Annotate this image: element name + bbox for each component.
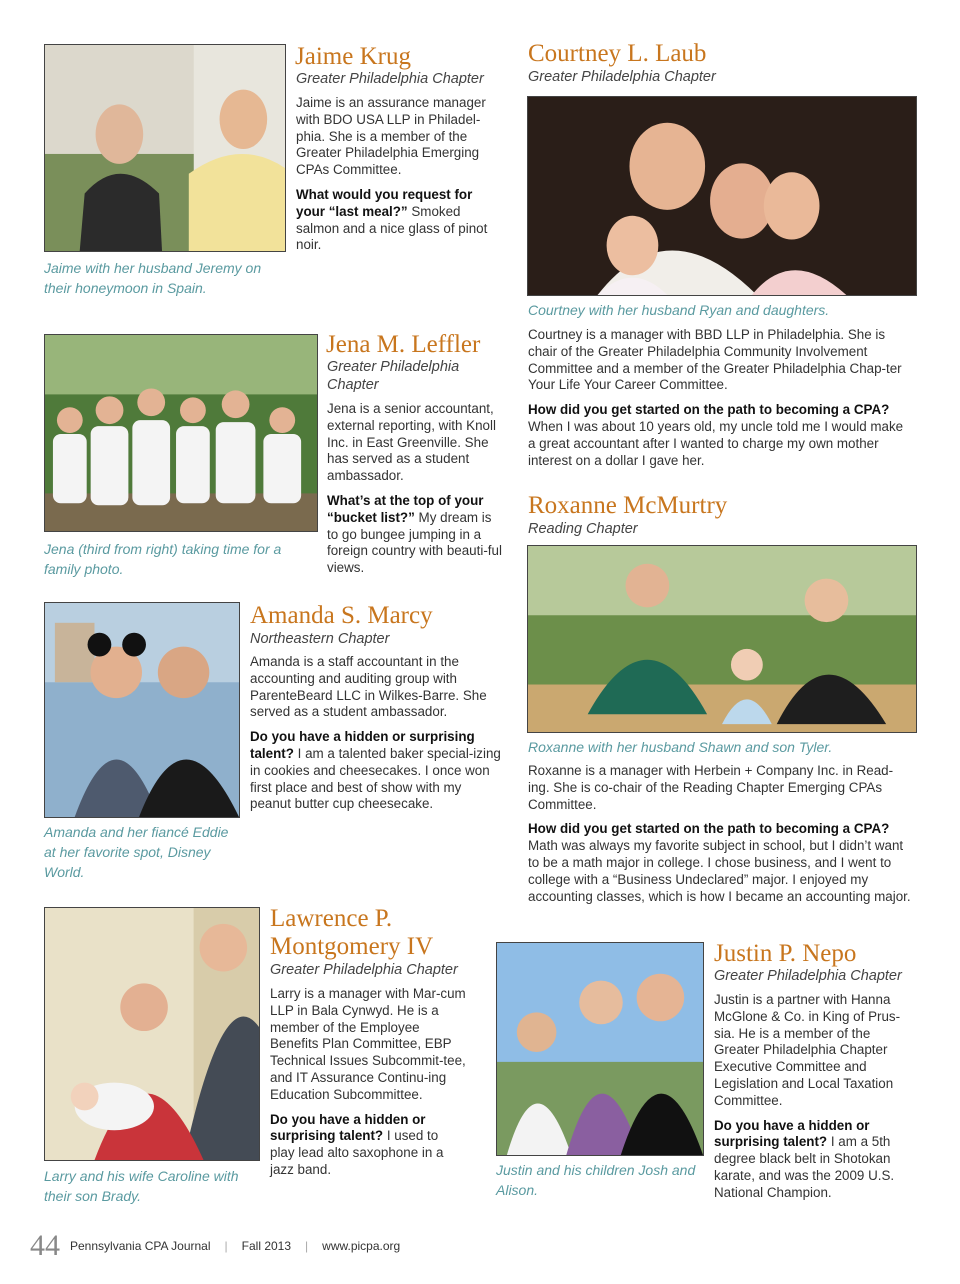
question: How did you get started on the path to becoming a CPA? xyxy=(528,821,890,837)
qa xyxy=(270,1112,466,1179)
chapter-laub: Greater Philadelphia Chapter xyxy=(528,69,716,85)
chapter-mcmurtry: Reading Chapter xyxy=(528,521,638,537)
photo-leffler xyxy=(44,334,318,532)
chapter-krug: Greater Philadelphia Chapter xyxy=(296,71,484,87)
footer-divider: | xyxy=(305,1239,309,1253)
name-marcy: Amanda S. Marcy xyxy=(250,602,433,629)
photo-laub xyxy=(527,96,917,296)
qa xyxy=(296,187,500,254)
answer: I am a talented baker special-izing in cookies and cheesecakes. I once won first place and best of show with my peanut butter cup cheesecake. xyxy=(250,745,501,812)
bio-marcy xyxy=(250,654,506,821)
journal-name: Pennsylvania CPA Journal xyxy=(70,1239,211,1253)
bio-laub xyxy=(528,327,912,477)
question: Do you have a hidden or surprising talent? xyxy=(250,729,475,761)
qa xyxy=(250,729,506,813)
bio-krug xyxy=(296,95,500,262)
question: How did you get started on the path to becoming a CPA? xyxy=(528,402,890,418)
name-nepo: Justin P. Nepo xyxy=(714,940,857,967)
question: What would you request for your “last meal?” xyxy=(296,186,473,219)
caption-leffler: Jena (third from right) taking time for a family photo. xyxy=(44,541,282,577)
qa xyxy=(528,402,912,469)
caption-nepo: Justin and his children Josh and Alison. xyxy=(496,1162,696,1198)
qa xyxy=(528,821,914,905)
bio-text: Jena is a senior accountant, external reporting, with Knoll Inc. in East Greenville. She has served as a student ambassador. xyxy=(327,401,496,484)
page-number: 44 xyxy=(30,1229,60,1262)
answer: Smoked salmon and a nice glass of pinot noir. xyxy=(296,203,488,253)
answer: Math was always my favorite subject in school, but I didn’t want to be a math major in college. I chose business, and I went to college with a “Business Undeclared” major. I enjoyed my accounting classes, which is how I became an accounting major. xyxy=(528,838,911,904)
name-leffler: Jena M. Leffler xyxy=(326,331,481,358)
bio-nepo xyxy=(714,992,912,1210)
page-footer xyxy=(30,1228,400,1264)
caption-krug: Jaime with her husband Jeremy on their honeymoon in Spain. xyxy=(44,260,262,296)
caption-laub: Courtney with her husband Ryan and daughters. xyxy=(528,302,830,318)
qa xyxy=(714,1118,912,1202)
bio-text: Jaime is an assurance manager with BDO USA LLP in Philadel-phia. She is a member of the Greater Philadelphia Emerging CPAs Committee. xyxy=(296,95,486,178)
bio-text: Roxanne is a manager with Herbein + Company Inc. in Read-ing. She is co-chair of the Reading Chapter Emerging CPAs Committee. xyxy=(528,763,894,812)
photo-krug xyxy=(44,44,286,252)
issue: Fall 2013 xyxy=(241,1239,292,1253)
photo-marcy xyxy=(44,602,240,818)
answer: My dream is to go bungee jumping in a foreign country with beauti-ful views. xyxy=(327,509,502,576)
photo-montgomery xyxy=(44,907,260,1161)
name-laub: Courtney L. Laub xyxy=(528,40,707,67)
answer: I used to play lead alto saxophone in a jazz band. xyxy=(270,1128,444,1177)
caption-mcmurtry: Roxanne with her husband Shawn and son Tyler. xyxy=(528,739,833,755)
question: What’s at the top of your “bucket list?” xyxy=(327,492,484,525)
bio-leffler xyxy=(327,401,505,585)
bio-mcmurtry xyxy=(528,763,914,913)
answer: When I was about 10 years old, my uncle told me I would make a great accountant after I wanted to charge my own mother interest on a dollar I gave her. xyxy=(528,418,904,468)
footer-divider: | xyxy=(224,1239,228,1253)
chapter-marcy: Northeastern Chapter xyxy=(250,631,390,647)
bio-montgomery xyxy=(270,986,466,1187)
chapter-montgomery: Greater Philadelphia Chapter xyxy=(270,962,458,978)
question: Do you have a hidden or surprising talent? xyxy=(270,1111,426,1144)
name-krug: Jaime Krug xyxy=(295,43,411,70)
bio-text: Amanda is a staff accountant in the accounting and auditing group with ParenteBeard LLC in Wilkes-Barre. She served as a student ambassador. xyxy=(250,654,487,720)
question: Do you have a hidden or surprising talent? xyxy=(714,1117,870,1150)
bio-text: Justin is a partner with Hanna McGlone & Co. in King of Prus-sia. He is a member of the Greater Philadelphia Chapter Executive Committee and Legislation and Local Taxation Committee. xyxy=(714,992,901,1108)
chapter-leffler: Greater Philadelphia Chapter xyxy=(327,359,460,393)
chapter-nepo: Greater Philadelphia Chapter xyxy=(714,968,902,984)
name-montgomery: Lawrence P. Montgomery IV xyxy=(270,905,434,960)
photo-mcmurtry xyxy=(527,545,917,733)
bio-text: Larry is a manager with Mar-cum LLP in Bala Cynwyd. He is a member of the Employee Benefits Plan Committee, EBP Technical Issues Subcommit-tee, and IT Assurance Continu-ing Education Subcommittee. xyxy=(270,986,466,1102)
website-link[interactable]: www.picpa.org xyxy=(322,1239,401,1253)
photo-nepo xyxy=(496,942,704,1156)
qa xyxy=(327,493,505,577)
name-mcmurtry: Roxanne McMurtry xyxy=(528,492,728,519)
caption-montgomery: Larry and his wife Caroline with their son Brady. xyxy=(44,1168,239,1204)
answer: I am a 5th degree black belt in Shotokan karate, and was the 2009 U.S. National Champion. xyxy=(714,1134,895,1200)
caption-marcy: Amanda and her fiancé Eddie at her favorite spot, Disney World. xyxy=(44,824,229,880)
bio-text: Courtney is a manager with BBD LLP in Philadelphia. She is chair of the Greater Philadelphia Community Involvement Committee and a member of the Greater Philadelphia Chap-ter Your Life Your Career Committee. xyxy=(528,327,902,393)
